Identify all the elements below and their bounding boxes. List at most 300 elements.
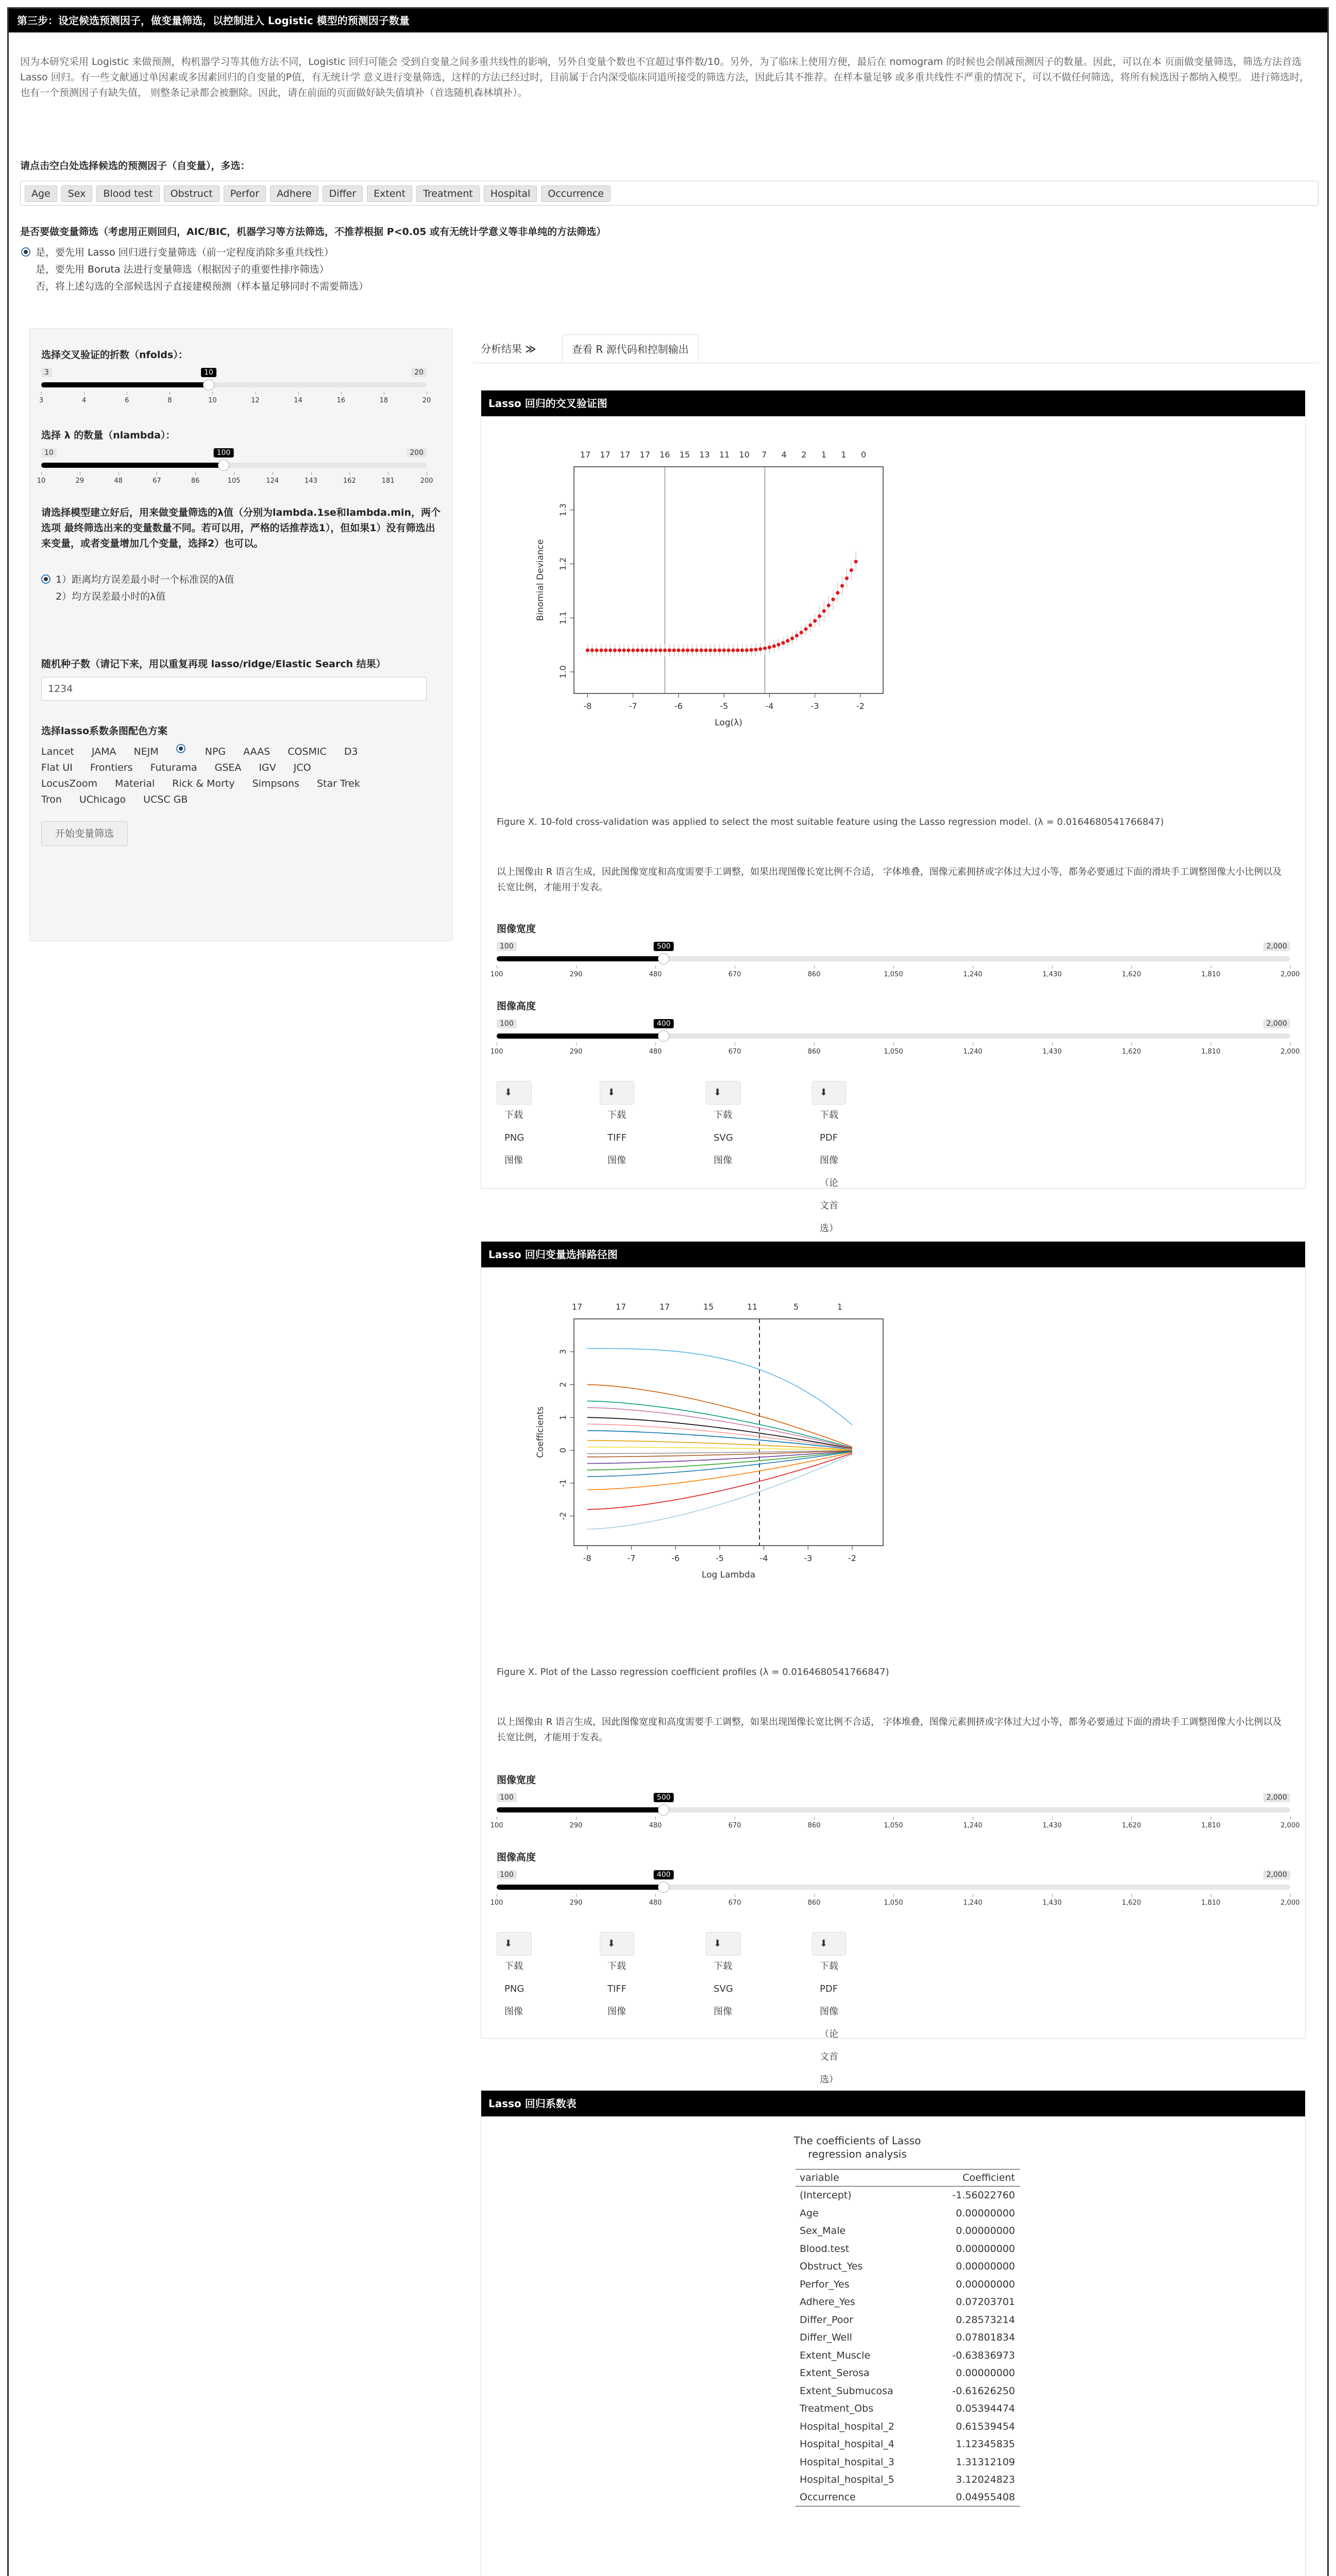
top-count-label: 15	[679, 450, 690, 460]
slider-tick-label: 181	[381, 477, 395, 485]
top-count-label: 17	[659, 1302, 670, 1312]
slider-max-label: 2,000	[1263, 1019, 1290, 1028]
plot-frame	[574, 467, 883, 693]
slider-tick-label: 670	[728, 971, 741, 978]
slider-tick	[893, 965, 894, 969]
cv-point	[827, 604, 831, 607]
seed-input[interactable]: 1234	[41, 677, 427, 701]
cv-point	[636, 649, 639, 652]
cv-panel-title: Lasso 回归的交叉验证图	[481, 391, 1305, 416]
slider-tick-label: 480	[649, 1048, 662, 1056]
download-button[interactable]	[812, 1081, 846, 1234]
download-icon: ⬇	[504, 1087, 513, 1098]
top-count-label: 1	[837, 1302, 843, 1312]
cv-point	[808, 623, 812, 627]
palette-option[interactable]: JAMA	[91, 746, 116, 757]
predictor-tag[interactable]: Differ	[323, 185, 363, 202]
y-tick-label: 1.2	[558, 557, 568, 571]
download-icon: ⬇	[714, 1938, 722, 1949]
coef-variable: Extent_Serosa	[800, 2367, 870, 2379]
slider-tick	[1290, 965, 1291, 969]
cv-point	[658, 649, 662, 652]
slider-tick-label: 1,620	[1122, 971, 1141, 978]
download-icon: ⬇	[607, 1938, 616, 1949]
y-tick-label: 0	[558, 1447, 568, 1453]
slider-tick-label: 16	[336, 397, 346, 404]
path-panel	[481, 1241, 1306, 2085]
slider-tick	[195, 472, 196, 475]
palette-option[interactable]: UCSC GB	[143, 794, 188, 805]
coef-value: 0.00000000	[956, 2261, 1015, 2273]
download-label: 下载 TIFF 图像	[607, 1961, 627, 2017]
plot-frame	[574, 1319, 883, 1546]
palette-option[interactable]: Tron	[41, 794, 62, 805]
path-panel-title: Lasso 回归变量选择路径图	[481, 1242, 1305, 1267]
x-tick-label: -2	[856, 701, 865, 711]
slider-tick-label: 1,050	[884, 1048, 903, 1056]
method-option-boruta[interactable]	[21, 262, 368, 276]
lambda-option-label: 2）均方误差最小时的λ值	[56, 591, 166, 602]
x-tick-label: -8	[583, 701, 592, 711]
slider-min-label: 100	[497, 1019, 517, 1028]
download-label: 下载 SVG 图像	[714, 1961, 733, 2017]
coef-value: -0.63836973	[952, 2349, 1015, 2361]
palette-option[interactable]: GSEA	[214, 762, 242, 773]
y-tick-label: 1.0	[558, 665, 568, 679]
coef-value: 0.04955408	[956, 2492, 1015, 2503]
slider-tick-label: 1,810	[1201, 1899, 1221, 1907]
predictor-tag[interactable]: Extent	[367, 185, 412, 202]
y-tick-label: 3	[558, 1349, 568, 1354]
cv-point	[836, 591, 839, 595]
slider-tick-label: 1,810	[1201, 1048, 1221, 1056]
cv-point	[690, 649, 694, 652]
palette-option[interactable]: COSMIC	[288, 746, 327, 757]
cv-point	[813, 619, 817, 623]
slider-tick-label: 100	[490, 1048, 503, 1056]
y-tick-label: 1.1	[558, 611, 568, 625]
x-tick-label: -3	[804, 1553, 813, 1563]
slider-tick	[655, 1894, 656, 1897]
cv-point	[608, 649, 612, 652]
predictor-tag[interactable]: Blood test	[96, 185, 159, 202]
coef-variable: Extent_Submucosa	[800, 2385, 893, 2397]
slider-tick	[1052, 1894, 1053, 1897]
slider-fill	[41, 382, 209, 387]
download-label: 下载 PNG 图像	[504, 1961, 525, 2017]
slider-tick-label: 12	[251, 397, 260, 404]
download-button[interactable]	[706, 1081, 741, 1166]
palette-option[interactable]: Material	[115, 778, 155, 789]
coef-row	[796, 2311, 1020, 2329]
slider-tick-label: 4	[81, 397, 87, 404]
top-count-label: 17	[580, 450, 591, 460]
coef-variable: Occurrence	[800, 2492, 856, 2503]
download-button[interactable]	[497, 1932, 532, 2017]
slider-tick	[41, 472, 42, 475]
app-frame	[7, 7, 1329, 2576]
lambda-option-label: 1）距离均方误差最小时一个标准误的λ值	[56, 574, 234, 585]
method-option-none[interactable]	[21, 279, 368, 293]
coef-path	[587, 1431, 852, 1449]
palette-row	[41, 744, 433, 760]
predictor-tag[interactable]: Perfor	[224, 185, 266, 202]
slider-tick-label: 2,000	[1280, 1048, 1300, 1056]
radio-icon[interactable]	[176, 744, 185, 753]
top-count-label: 17	[571, 1302, 583, 1312]
slider-handle[interactable]	[658, 953, 669, 964]
slider-tick-label: 860	[807, 971, 821, 978]
seed-label: 随机种子数（请记下来，用以重复再现 lasso/ridge/Elastic Search 结果）	[41, 658, 386, 670]
slider-handle[interactable]	[658, 1882, 669, 1893]
slider-tick-label: 1,050	[884, 1899, 903, 1907]
cv-point	[722, 649, 726, 652]
x-tick-label: -6	[671, 1553, 680, 1563]
cv-plot	[528, 431, 899, 740]
cv-point	[786, 639, 789, 642]
slider-tick	[1290, 1817, 1291, 1820]
path-size-controls	[490, 1772, 1300, 2085]
size-slider[interactable]	[490, 1793, 1300, 1829]
radio-icon[interactable]	[21, 247, 30, 257]
y-tick-label: -2	[558, 1512, 568, 1520]
cv-point	[831, 598, 835, 601]
cv-point	[800, 631, 803, 634]
download-button[interactable]	[497, 1081, 532, 1166]
palette-option[interactable]: Flat UI	[41, 762, 73, 773]
slider-min-label: 100	[497, 1870, 517, 1879]
slider-ticks	[490, 1894, 1300, 1907]
cv-point	[668, 649, 671, 652]
height-label: 图像高度	[497, 1852, 536, 1863]
method-option-label: 是，要先用 Boruta 法进行变量筛选（根据因子的重要性排序筛选）	[36, 264, 329, 275]
y-tick-label: 1.3	[558, 503, 568, 517]
cv-point	[795, 634, 799, 637]
download-label: 下载 TIFF 图像	[607, 1110, 627, 1166]
coef-variable: Adhere_Yes	[800, 2296, 855, 2308]
slider-tick-label: 1,430	[1042, 1899, 1062, 1907]
method-option-lasso[interactable]	[21, 245, 368, 259]
palette-option[interactable]: Star Trek	[316, 778, 360, 789]
top-count-label: 17	[615, 1302, 627, 1312]
slider-tick-label: 143	[305, 477, 318, 485]
slider-tick-label: 100	[490, 1899, 503, 1907]
download-icon: ⬇	[714, 1087, 722, 1098]
coef-variable: Differ_Poor	[800, 2314, 853, 2326]
slider-handle[interactable]	[218, 460, 229, 471]
slider-tick	[1052, 1817, 1053, 1820]
slider-tick	[814, 1043, 815, 1046]
cv-point	[645, 649, 649, 652]
coef-panel-title: Lasso 回归系数表	[481, 2091, 1305, 2116]
slider-ticks	[490, 1043, 1300, 1056]
coef-row	[796, 2453, 1020, 2471]
slider-tick	[893, 1043, 894, 1046]
palette-option[interactable]: Simpsons	[252, 778, 299, 789]
coef-row	[796, 2382, 1020, 2400]
height-label: 图像高度	[497, 1001, 536, 1012]
palette-option[interactable]: Lancet	[41, 746, 74, 757]
slider-tick-label: 6	[125, 397, 129, 404]
coef-value: 0.07203701	[956, 2296, 1015, 2308]
cv-point	[677, 649, 680, 652]
y-tick-label: 2	[558, 1382, 568, 1387]
coef-row	[796, 2222, 1020, 2240]
predictor-multiselect[interactable]	[20, 181, 1318, 206]
slider-tick	[893, 1894, 894, 1897]
coef-row	[796, 2471, 1020, 2489]
cv-point	[713, 649, 717, 652]
download-icon: ⬇	[504, 1938, 513, 1949]
coef-value: 1.31312109	[956, 2456, 1015, 2468]
cv-point	[804, 627, 807, 631]
coef-table-title: The coefficients of Lasso regression analysis	[793, 2134, 921, 2160]
slider-handle[interactable]	[658, 1804, 669, 1816]
radio-icon[interactable]	[41, 574, 50, 584]
settings-sidebar	[29, 328, 453, 941]
palette-option[interactable]: IGV	[259, 762, 276, 773]
method-option-label: 是，要先用 Lasso 回归进行变量筛选（前一定程度消除多重共线性）	[36, 247, 334, 258]
slider-tick-label: 14	[294, 397, 302, 404]
cv-caption: Figure X. 10-fold cross-validation was applied to select the most suitable feature using the Lasso regression model. (λ = 0.0164680541766847)	[497, 817, 1164, 827]
size-slider[interactable]	[490, 1019, 1300, 1056]
coef-row	[796, 2293, 1020, 2311]
download-button[interactable]	[600, 1932, 634, 2017]
slider-tick-label: 105	[227, 477, 241, 485]
slider-tick-label: 162	[343, 477, 356, 485]
download-button[interactable]	[706, 1932, 741, 2017]
slider-tick	[814, 1817, 815, 1820]
slider-tick-label: 1,620	[1122, 1048, 1141, 1056]
top-count-label: 4	[781, 450, 787, 460]
slider-handle[interactable]	[203, 379, 214, 391]
slider-ticks	[37, 472, 433, 485]
coef-path	[587, 1453, 852, 1510]
slider-tick	[1131, 1817, 1132, 1820]
cv-point	[699, 649, 703, 652]
slider-tick-label: 1,430	[1042, 1822, 1062, 1829]
cv-point	[618, 649, 621, 652]
coef-row	[796, 2276, 1020, 2294]
slider-tick-label: 48	[114, 477, 123, 485]
cv-point	[754, 648, 757, 651]
cv-point	[640, 649, 644, 652]
coef-variable: Hospital_hospital_2	[800, 2420, 894, 2432]
coef-value: 1.12345835	[956, 2438, 1015, 2450]
slider-tick	[814, 965, 815, 969]
slider-tick	[893, 1817, 894, 1820]
coef-value: 0.00000000	[956, 2207, 1015, 2219]
top-count-label: 0	[860, 450, 867, 460]
slider-tick-label: 20	[422, 397, 431, 404]
predictor-tag[interactable]: Obstruct	[164, 185, 219, 202]
coef-variable: Treatment_Obs	[800, 2403, 874, 2415]
palette-option[interactable]: LocusZoom	[41, 778, 98, 789]
palette-option[interactable]: AAAS	[243, 746, 270, 757]
slider-fill	[497, 1033, 664, 1039]
slider-tick	[311, 472, 312, 475]
coef-row	[796, 2489, 1020, 2507]
cv-point	[854, 560, 857, 563]
path-caption: Figure X. Plot of the Lasso regression coefficient profiles (λ = 0.0164680541766847)	[497, 1667, 889, 1677]
cv-point	[599, 649, 603, 652]
predictor-tag[interactable]: Treatment	[416, 185, 480, 202]
slider-tick	[349, 472, 350, 475]
cv-point	[718, 649, 721, 652]
slider-min-label: 100	[497, 942, 517, 951]
download-label: 下载 SVG 图像	[714, 1110, 733, 1166]
slider-tick-label: 2,000	[1280, 971, 1300, 978]
cv-point	[726, 649, 730, 652]
palette-option[interactable]: UChicago	[79, 794, 126, 805]
cv-point	[768, 646, 771, 649]
palette-row	[41, 760, 433, 776]
slider-tick-label: 1,620	[1122, 1822, 1141, 1829]
predictor-tag[interactable]: Sex	[61, 185, 93, 202]
size-slider[interactable]	[490, 942, 1300, 978]
nfolds-slider[interactable]	[39, 368, 431, 404]
predictor-tag[interactable]: Occurrence	[541, 185, 611, 202]
slider-tick	[576, 965, 577, 969]
cv-size-controls	[490, 921, 1300, 1234]
cv-point	[695, 649, 699, 652]
x-tick-label: -7	[629, 701, 637, 711]
x-axis-title: Log(λ)	[715, 718, 742, 728]
cv-point	[736, 649, 739, 652]
cv-point	[708, 649, 712, 652]
slider-fill	[497, 1807, 664, 1812]
predictor-tag[interactable]: Age	[25, 185, 57, 202]
slider-tick	[341, 392, 342, 395]
slider-tick	[298, 392, 299, 395]
path-size-note: 以上图像由 R 语言生成，因此图像宽度和高度需要手工调整，如果出现图像长宽比例不合适， 字体堆叠，图像元素拥挤或字体过大过小等，都务必要通过下面的滑块手工调整图像大小比例以及长宽比例，才能用于发表。	[497, 1717, 1282, 1743]
coef-value: 0.07801834	[956, 2332, 1015, 2344]
slider-max-label: 2,000	[1263, 1870, 1290, 1879]
x-tick-label: -7	[627, 1553, 636, 1563]
slider-tick-label: 10	[37, 477, 46, 485]
slider-tick-label: 1,050	[884, 1822, 903, 1829]
y-tick-label: 1	[558, 1415, 568, 1420]
coef-variable: Blood.test	[800, 2243, 850, 2255]
coef-row	[796, 2258, 1020, 2276]
slider-tick	[1131, 965, 1132, 969]
palette-option[interactable]: Rick & Morty	[172, 778, 235, 789]
coef-row	[796, 2418, 1020, 2436]
slider-min-label: 10	[41, 448, 57, 457]
coef-variable: Sex_Male	[800, 2225, 846, 2237]
cv-point	[590, 649, 594, 652]
lambda-option-1se[interactable]	[41, 572, 234, 586]
slider-tick-label: 100	[490, 1822, 503, 1829]
slider-value: 400	[654, 1019, 674, 1028]
slider-tick	[655, 965, 656, 969]
slider-tick-label: 670	[728, 1899, 741, 1907]
predictor-select-label: 请点击空白处选择候选的预测因子（自变量），多选：	[20, 160, 250, 172]
top-count-label: 17	[619, 450, 631, 460]
coef-path	[587, 1385, 852, 1447]
top-count-label: 1	[821, 450, 826, 460]
palette-option[interactable]: D3	[344, 746, 358, 757]
slider-tick-label: 1,050	[884, 971, 903, 978]
slider-tick	[212, 392, 213, 395]
cv-point	[850, 568, 853, 572]
palette-option[interactable]: Futurama	[150, 762, 197, 773]
cv-point	[840, 584, 844, 587]
x-tick-label: -8	[583, 1553, 591, 1563]
cv-point	[704, 649, 707, 652]
palette-label: 选择lasso系数条图配色方案	[41, 725, 168, 737]
download-label: 下载 PDF 图像（论文首选）	[820, 1961, 838, 2085]
slider-tick	[576, 1043, 577, 1046]
slider-tick	[1131, 1043, 1132, 1046]
coef-row	[796, 2400, 1020, 2418]
nlambda-slider[interactable]	[37, 448, 433, 485]
slider-max-label: 2,000	[1263, 1793, 1290, 1802]
slider-value: 10	[201, 368, 216, 377]
slider-tick-label: 200	[420, 477, 433, 485]
coef-variable: Age	[800, 2207, 819, 2219]
coef-row	[796, 2329, 1020, 2347]
slider-min-label: 100	[497, 1793, 517, 1802]
download-button[interactable]	[812, 1932, 846, 2085]
coef-row	[796, 2347, 1020, 2365]
predictor-tag[interactable]: Adhere	[270, 185, 318, 202]
slider-tick	[655, 1043, 656, 1046]
slider-handle[interactable]	[658, 1030, 669, 1042]
slider-tick-label: 1,240	[963, 1899, 983, 1907]
download-icon: ⬇	[820, 1087, 828, 1098]
cv-point	[686, 649, 689, 652]
cv-point	[763, 647, 767, 650]
download-button[interactable]	[600, 1081, 634, 1166]
cv-point	[822, 609, 826, 613]
palette-option[interactable]: Frontiers	[90, 762, 133, 773]
lambda-radio-group	[41, 572, 234, 603]
size-slider[interactable]	[490, 1870, 1300, 1907]
run-selection-button[interactable]: 开始变量筛选	[41, 821, 128, 846]
coef-variable: Obstruct_Yes	[800, 2261, 863, 2273]
predictor-tag[interactable]: Hospital	[484, 185, 537, 202]
slider-tick-label: 1,240	[963, 1822, 983, 1829]
slider-tick-label: 1,810	[1201, 971, 1221, 978]
lambda-choice-label: 请选择模型建立好后，用来做变量筛选的λ值（分别为lambda.1se和lambda.min，两个选项 最终筛选出来的变量数量不同。若可以用，严格的话推荐选1），但如果1）没有筛选出来变量，或者变量增加几个变量，选择2）也可以。	[41, 507, 441, 549]
top-count-label: 10	[739, 450, 750, 460]
cv-point	[772, 645, 776, 648]
tab-r-code[interactable]: 查看 R 源代码和控制输出	[562, 334, 699, 363]
slider-tick-label: 8	[167, 397, 172, 404]
palette-radio-group	[41, 744, 433, 808]
palette-option[interactable]: NPG	[205, 746, 226, 757]
top-count-label: 16	[659, 450, 670, 460]
palette-option[interactable]: NEJM	[133, 746, 159, 757]
coef-variable: Hospital_hospital_3	[800, 2456, 894, 2468]
slider-tick-label: 18	[379, 397, 388, 404]
coef-row	[796, 2187, 1020, 2205]
slider-ticks	[490, 1817, 1300, 1829]
slider-tick-label: 290	[569, 971, 583, 978]
cv-point	[604, 649, 607, 652]
palette-option[interactable]: JCO	[293, 762, 311, 773]
width-label: 图像宽度	[497, 923, 536, 935]
x-tick-label: -4	[765, 701, 774, 711]
slider-tick-label: 480	[649, 1822, 662, 1829]
tab-analysis-results[interactable]	[473, 334, 536, 363]
top-count-label: 1	[841, 450, 847, 460]
slider-tick	[814, 1894, 815, 1897]
slider-value: 100	[214, 448, 234, 457]
cv-point	[750, 648, 753, 652]
lambda-option-min[interactable]	[41, 589, 234, 603]
